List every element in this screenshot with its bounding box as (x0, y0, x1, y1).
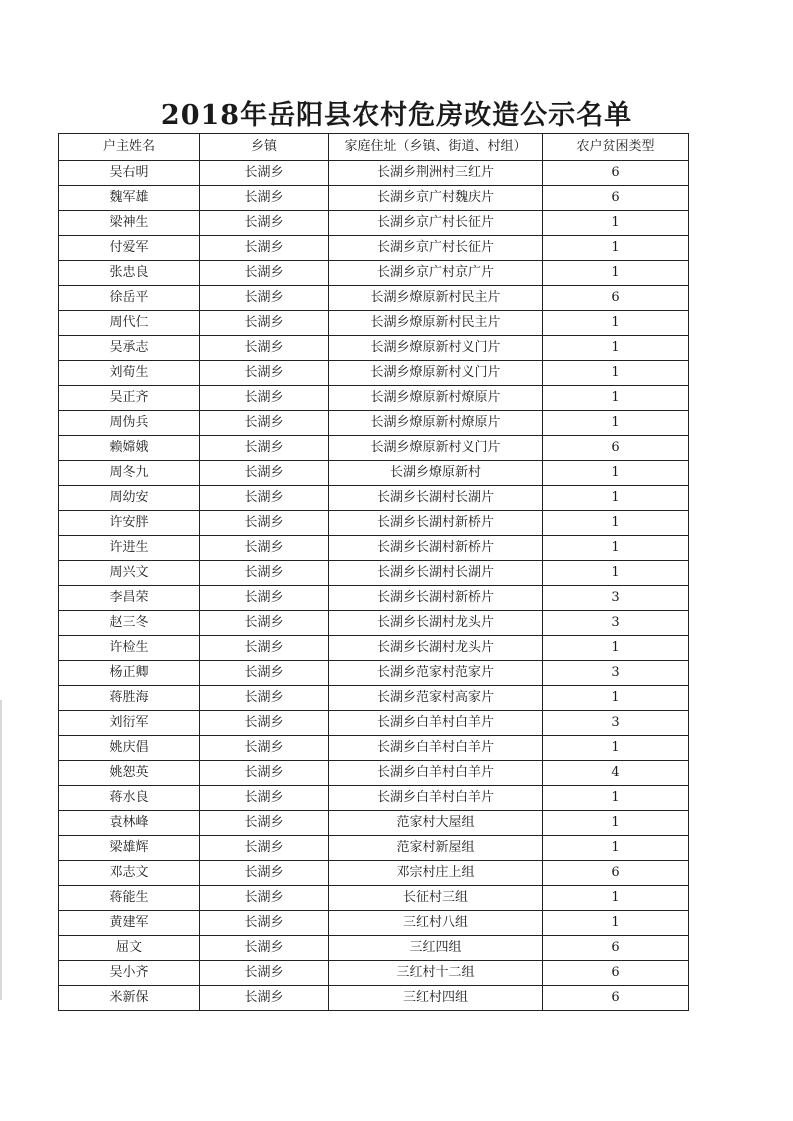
cell-name: 蒋能生 (59, 886, 200, 911)
cell-name: 姚庆倡 (59, 736, 200, 761)
cell-township: 长湖乡 (200, 286, 329, 311)
table-row (59, 411, 689, 436)
cell-address: 长湖乡白羊村白羊片 (329, 761, 543, 786)
cell-name: 许进生 (59, 536, 200, 561)
cell-poverty-type: 6 (543, 161, 689, 186)
cell-poverty-type: 6 (543, 861, 689, 886)
cell-poverty-type: 1 (543, 561, 689, 586)
cell-township: 长湖乡 (200, 336, 329, 361)
cell-name: 姚恕英 (59, 761, 200, 786)
cell-address: 长湖乡荆洲村三红片 (329, 161, 543, 186)
cell-name: 徐岳平 (59, 286, 200, 311)
table-row (59, 961, 689, 986)
cell-township: 长湖乡 (200, 436, 329, 461)
cell-township: 长湖乡 (200, 786, 329, 811)
cell-address: 三红村十二组 (329, 961, 543, 986)
cell-address: 长湖乡燎原新村民主片 (329, 311, 543, 336)
cell-name: 杨正卿 (59, 661, 200, 686)
table-row (59, 161, 689, 186)
cell-poverty-type: 1 (543, 511, 689, 536)
header-township: 乡镇 (200, 134, 329, 161)
table-row (59, 261, 689, 286)
table-row (59, 636, 689, 661)
cell-poverty-type: 1 (543, 736, 689, 761)
table-row (59, 336, 689, 361)
cell-township: 长湖乡 (200, 161, 329, 186)
cell-name: 袁林峰 (59, 811, 200, 836)
cell-poverty-type: 6 (543, 986, 689, 1011)
table-row (59, 661, 689, 686)
cell-poverty-type: 1 (543, 786, 689, 811)
cell-address: 长湖乡范家村范家片 (329, 661, 543, 686)
cell-township: 长湖乡 (200, 561, 329, 586)
table-row (59, 211, 689, 236)
table-row (59, 861, 689, 886)
cell-address: 长湖乡范家村高家片 (329, 686, 543, 711)
cell-poverty-type: 1 (543, 911, 689, 936)
table-row (59, 911, 689, 936)
cell-township: 长湖乡 (200, 811, 329, 836)
cell-address: 长湖乡燎原新村民主片 (329, 286, 543, 311)
cell-name: 梁雄辉 (59, 836, 200, 861)
table-row (59, 536, 689, 561)
cell-township: 长湖乡 (200, 386, 329, 411)
cell-name: 李昌荣 (59, 586, 200, 611)
cell-address: 长湖乡长湖村新桥片 (329, 536, 543, 561)
roster-body (59, 161, 689, 1011)
cell-township: 长湖乡 (200, 411, 329, 436)
cell-address: 邓宗村庄上组 (329, 861, 543, 886)
cell-township: 长湖乡 (200, 611, 329, 636)
cell-township: 长湖乡 (200, 211, 329, 236)
cell-poverty-type: 6 (543, 436, 689, 461)
cell-township: 长湖乡 (200, 736, 329, 761)
cell-poverty-type: 3 (543, 586, 689, 611)
cell-address: 长湖乡长湖村龙头片 (329, 611, 543, 636)
cell-township: 长湖乡 (200, 986, 329, 1011)
cell-poverty-type: 1 (543, 361, 689, 386)
cell-name: 梁神生 (59, 211, 200, 236)
table-row (59, 361, 689, 386)
cell-name: 刘衍军 (59, 711, 200, 736)
cell-township: 长湖乡 (200, 711, 329, 736)
table-row (59, 611, 689, 636)
cell-poverty-type: 1 (543, 261, 689, 286)
cell-address: 长湖乡长湖村长湖片 (329, 561, 543, 586)
roster-table (58, 133, 689, 1011)
cell-township: 长湖乡 (200, 761, 329, 786)
cell-name: 魏军雄 (59, 186, 200, 211)
cell-township: 长湖乡 (200, 636, 329, 661)
cell-name: 蒋水良 (59, 786, 200, 811)
cell-address: 长湖乡京广村长征片 (329, 236, 543, 261)
cell-name: 赵三冬 (59, 611, 200, 636)
header-name: 户主姓名 (59, 134, 200, 161)
cell-address: 长湖乡燎原新村义门片 (329, 361, 543, 386)
cell-township: 长湖乡 (200, 261, 329, 286)
cell-name: 黄建军 (59, 911, 200, 936)
cell-address: 范家村新屋组 (329, 836, 543, 861)
cell-township: 长湖乡 (200, 536, 329, 561)
cell-township: 长湖乡 (200, 861, 329, 886)
cell-address: 长湖乡长湖村新桥片 (329, 511, 543, 536)
cell-poverty-type: 1 (543, 311, 689, 336)
cell-address: 三红村八组 (329, 911, 543, 936)
cell-name: 周冬九 (59, 461, 200, 486)
cell-address: 长湖乡燎原新村义门片 (329, 336, 543, 361)
cell-name: 许安胖 (59, 511, 200, 536)
cell-township: 长湖乡 (200, 686, 329, 711)
cell-township: 长湖乡 (200, 661, 329, 686)
cell-name: 周幼安 (59, 486, 200, 511)
cell-poverty-type: 1 (543, 636, 689, 661)
cell-township: 长湖乡 (200, 361, 329, 386)
cell-name: 吴承志 (59, 336, 200, 361)
cell-poverty-type: 6 (543, 186, 689, 211)
cell-poverty-type: 1 (543, 486, 689, 511)
cell-address: 长湖乡长湖村长湖片 (329, 486, 543, 511)
table-row (59, 886, 689, 911)
cell-township: 长湖乡 (200, 186, 329, 211)
cell-address: 范家村大屋组 (329, 811, 543, 836)
cell-poverty-type: 1 (543, 211, 689, 236)
table-row (59, 711, 689, 736)
cell-poverty-type: 1 (543, 536, 689, 561)
cell-name: 蒋胜海 (59, 686, 200, 711)
cell-name: 米新保 (59, 986, 200, 1011)
table-row (59, 386, 689, 411)
table-row (59, 186, 689, 211)
cell-township: 长湖乡 (200, 511, 329, 536)
cell-poverty-type: 1 (543, 411, 689, 436)
cell-poverty-type: 3 (543, 711, 689, 736)
cell-address: 三红四组 (329, 936, 543, 961)
table-row (59, 986, 689, 1011)
table-row (59, 286, 689, 311)
cell-name: 赖嫦娥 (59, 436, 200, 461)
cell-poverty-type: 1 (543, 236, 689, 261)
table-row (59, 786, 689, 811)
cell-name: 周伪兵 (59, 411, 200, 436)
cell-address: 长湖乡燎原新村燎原片 (329, 411, 543, 436)
cell-name: 付爱军 (59, 236, 200, 261)
cell-poverty-type: 6 (543, 936, 689, 961)
cell-address: 长湖乡燎原新村义门片 (329, 436, 543, 461)
cell-township: 长湖乡 (200, 311, 329, 336)
cell-address: 长征村三组 (329, 886, 543, 911)
cell-name: 邓志文 (59, 861, 200, 886)
cell-address: 长湖乡长湖村龙头片 (329, 636, 543, 661)
cell-name: 屈文 (59, 936, 200, 961)
cell-address: 长湖乡燎原新村 (329, 461, 543, 486)
cell-name: 吴小齐 (59, 961, 200, 986)
cell-address: 长湖乡白羊村白羊片 (329, 786, 543, 811)
cell-township: 长湖乡 (200, 936, 329, 961)
table-row (59, 561, 689, 586)
document-title: 2018年岳阳县农村危房改造公示名单 (160, 100, 633, 131)
cell-township: 长湖乡 (200, 836, 329, 861)
cell-poverty-type: 1 (543, 461, 689, 486)
cell-poverty-type: 1 (543, 686, 689, 711)
table-row (59, 686, 689, 711)
cell-address: 长湖乡京广村长征片 (329, 211, 543, 236)
cell-name: 吴右明 (59, 161, 200, 186)
table-row (59, 436, 689, 461)
cell-poverty-type: 1 (543, 836, 689, 861)
table-row (59, 511, 689, 536)
cell-township: 长湖乡 (200, 961, 329, 986)
cell-township: 长湖乡 (200, 586, 329, 611)
cell-township: 长湖乡 (200, 461, 329, 486)
cell-address: 长湖乡京广村魏庆片 (329, 186, 543, 211)
cell-township: 长湖乡 (200, 886, 329, 911)
cell-township: 长湖乡 (200, 236, 329, 261)
cell-poverty-type: 6 (543, 961, 689, 986)
cell-address: 长湖乡燎原新村燎原片 (329, 386, 543, 411)
cell-name: 张忠良 (59, 261, 200, 286)
header-poverty-type: 农户贫困类型 (543, 134, 689, 161)
cell-name: 吴正齐 (59, 386, 200, 411)
header-row (59, 134, 689, 161)
table-row (59, 486, 689, 511)
cell-poverty-type: 1 (543, 811, 689, 836)
cell-name: 周兴文 (59, 561, 200, 586)
cell-name: 刘荀生 (59, 361, 200, 386)
cell-poverty-type: 1 (543, 386, 689, 411)
header-address: 家庭住址（乡镇、街道、村组） (329, 134, 543, 161)
table-row (59, 761, 689, 786)
cell-poverty-type: 1 (543, 886, 689, 911)
table-row (59, 736, 689, 761)
cell-address: 长湖乡京广村京广片 (329, 261, 543, 286)
cell-township: 长湖乡 (200, 911, 329, 936)
cell-poverty-type: 4 (543, 761, 689, 786)
cell-name: 许检生 (59, 636, 200, 661)
cell-poverty-type: 3 (543, 661, 689, 686)
cell-poverty-type: 6 (543, 286, 689, 311)
table-row (59, 586, 689, 611)
cell-name: 周代仁 (59, 311, 200, 336)
scan-edge-shadow (0, 700, 2, 1000)
cell-township: 长湖乡 (200, 486, 329, 511)
cell-address: 长湖乡长湖村新桥片 (329, 586, 543, 611)
cell-address: 长湖乡白羊村白羊片 (329, 711, 543, 736)
table-row (59, 811, 689, 836)
cell-address: 三红村四组 (329, 986, 543, 1011)
cell-address: 长湖乡白羊村白羊片 (329, 736, 543, 761)
table-row (59, 461, 689, 486)
table-row (59, 311, 689, 336)
table-row (59, 236, 689, 261)
table-row (59, 836, 689, 861)
cell-poverty-type: 3 (543, 611, 689, 636)
table-row (59, 936, 689, 961)
cell-poverty-type: 1 (543, 336, 689, 361)
